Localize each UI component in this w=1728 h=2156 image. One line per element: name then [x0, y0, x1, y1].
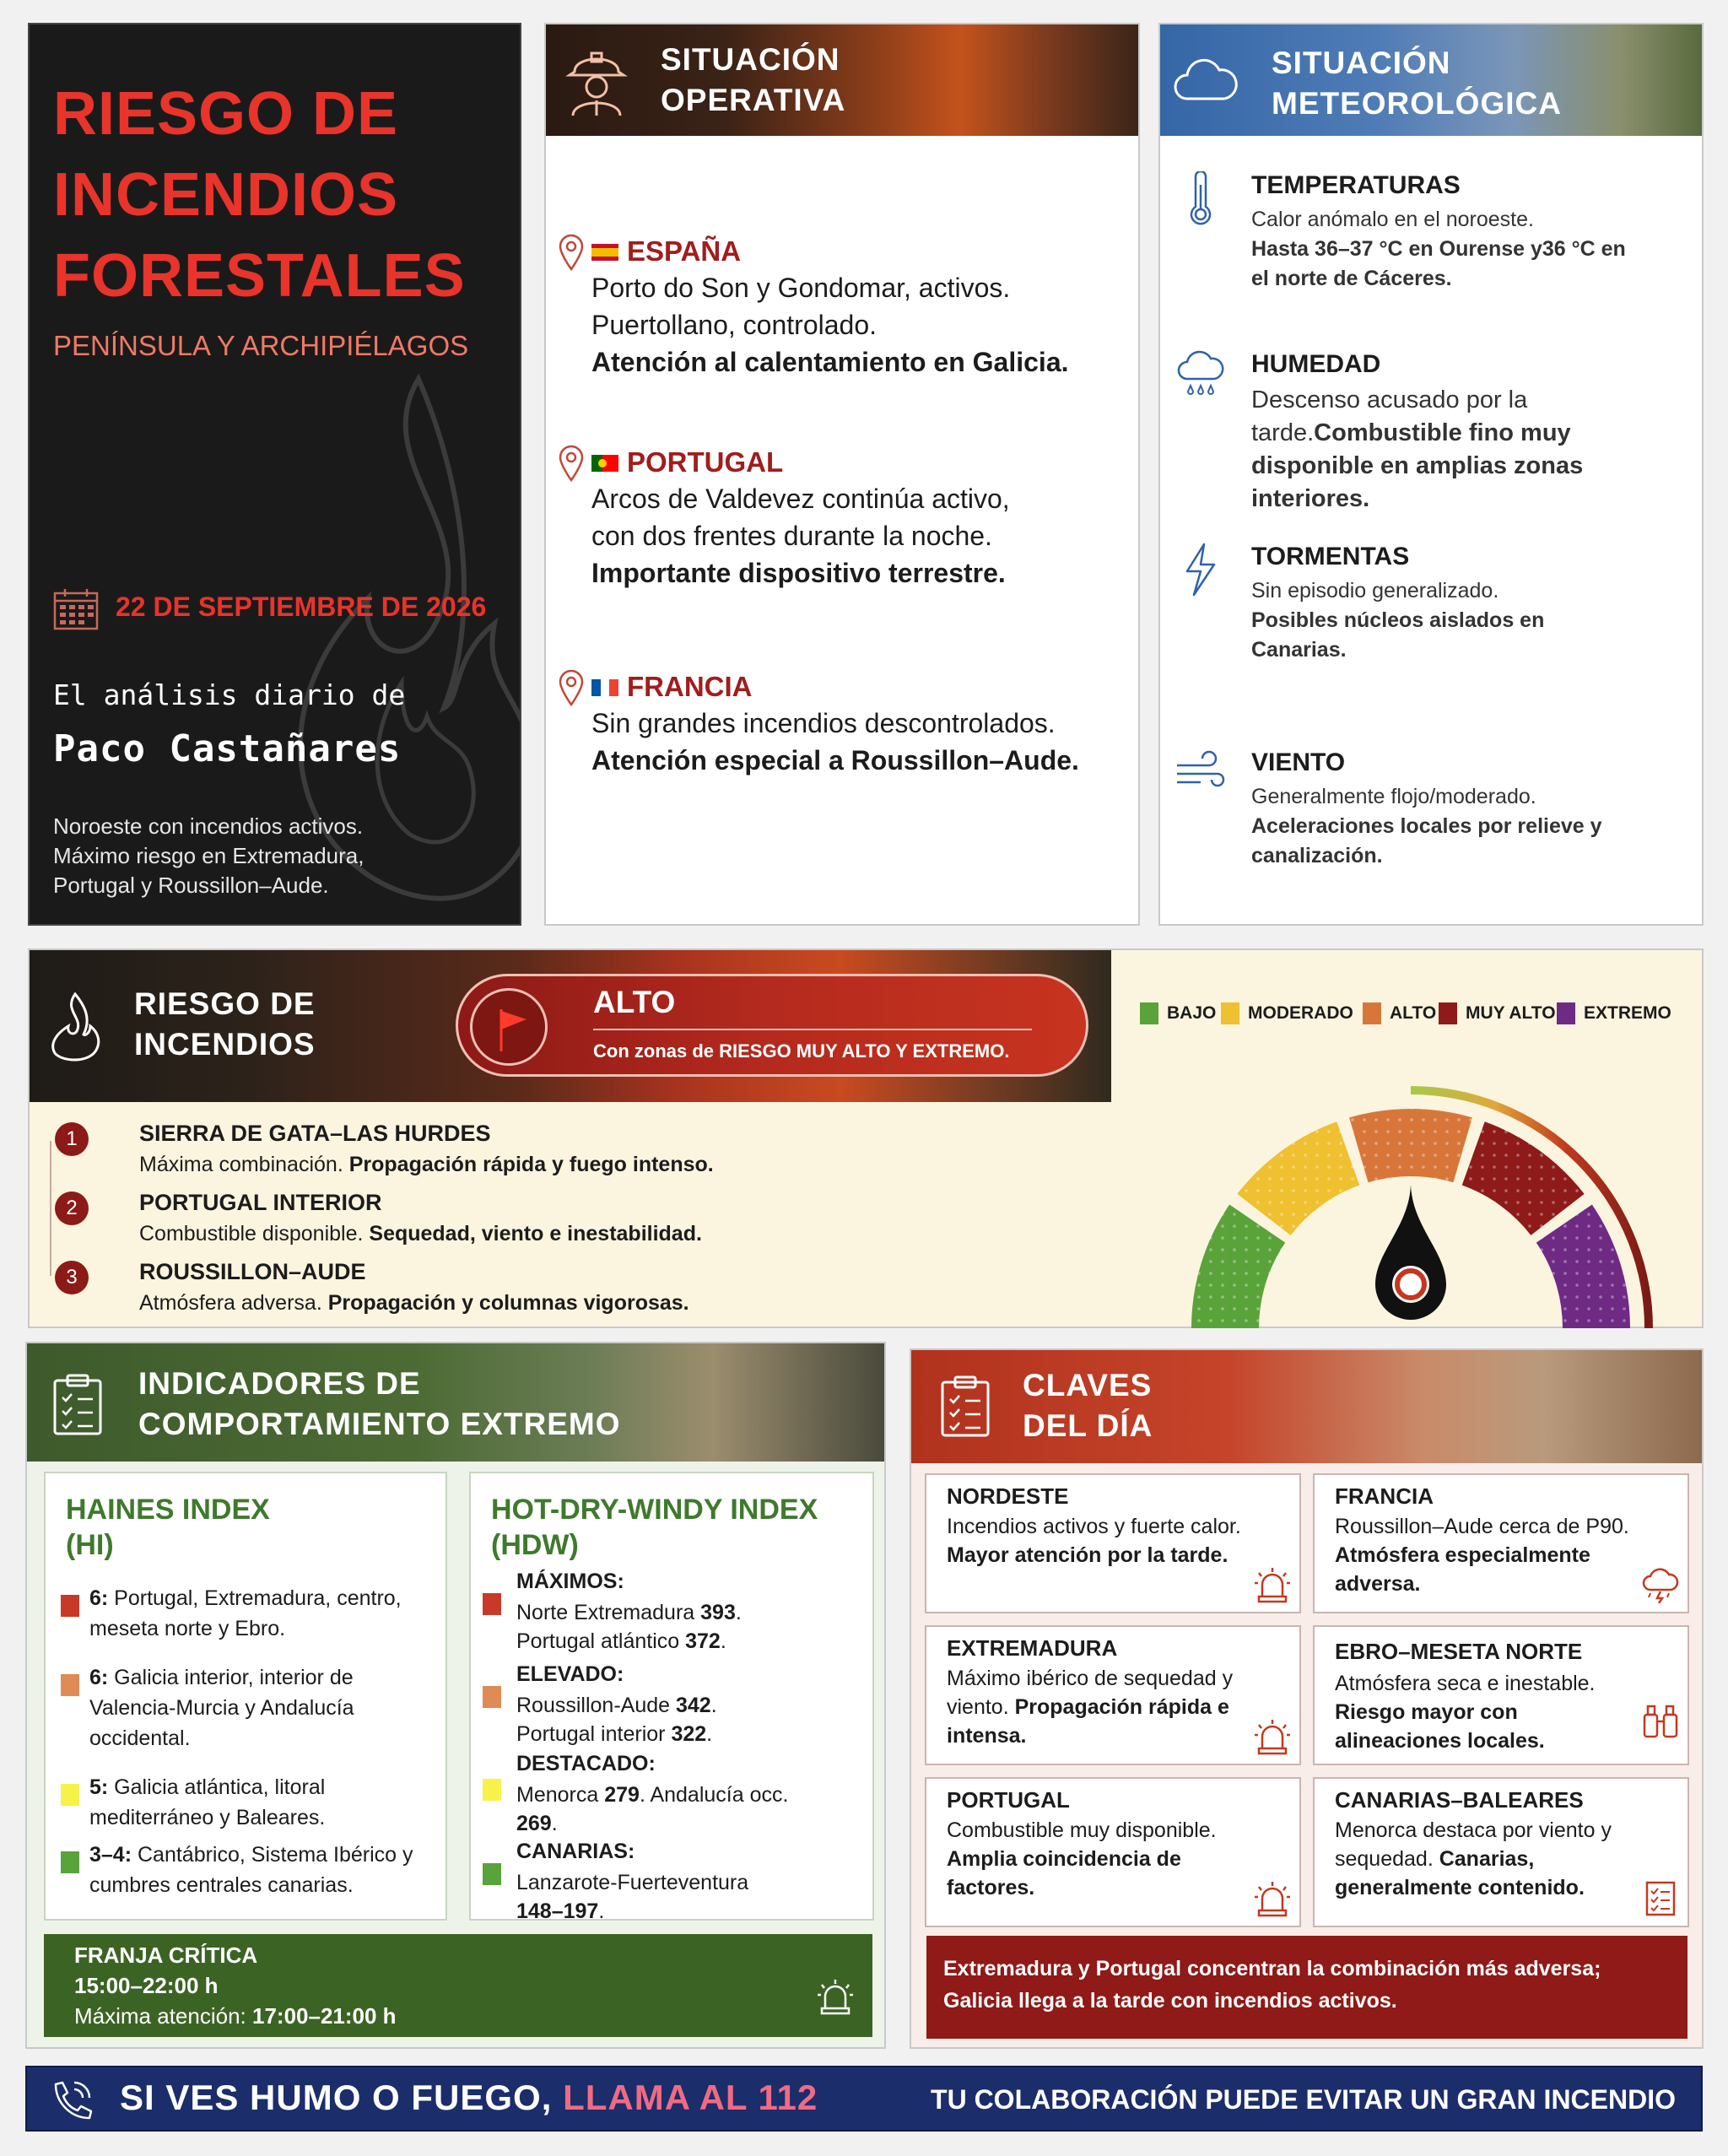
flame-icon [46, 992, 102, 1062]
meteo-item-title: TORMENTAS [1251, 543, 1410, 570]
level-swatch [61, 1595, 79, 1617]
hdw-group-label: DESTACADO: [516, 1752, 656, 1775]
portugal-flag-icon [591, 455, 618, 472]
level-swatch [61, 1784, 79, 1806]
claves-del-dia-card [910, 1348, 1704, 2049]
claves-summary: Extremadura y Portugal concentran la combinación más adversa; Galicia llega a la tarde con incendios activos. [926, 1936, 1688, 2039]
level-swatch [61, 1674, 79, 1696]
clave-text: Combustible muy disponible. Amplia coincidencia de factores. [947, 1818, 1217, 1899]
haines-title: HAINES INDEX (HI) [66, 1494, 270, 1561]
clave-title: EBRO–MESETA NORTE [1335, 1639, 1583, 1664]
summary-line: Portugal y Roussillon–Aude. [53, 873, 329, 898]
level-swatch [483, 1779, 501, 1801]
emergency-footer [25, 2066, 1703, 2132]
meteo-header [1160, 24, 1702, 136]
clipboard-checklist-icon [940, 1375, 991, 1438]
franja-critica-box [44, 1934, 872, 2037]
situacion-meteorologica-card [1158, 23, 1704, 926]
risk-level-description: Con zonas de RIESGO MUY ALTO Y EXTREMO. [593, 1040, 1010, 1062]
wind-icon [1175, 748, 1226, 802]
summary-line: Noroeste con incendios activos. [53, 813, 364, 839]
hdw-group-values: Roussillon-Aude 342. Portugal interior 322. [516, 1694, 717, 1746]
clipboard-checklist-icon [52, 1374, 103, 1436]
humidity-icon [1175, 350, 1226, 404]
clave-card [1313, 1625, 1689, 1765]
franja-hours: 15:00–22:00 h [74, 1973, 219, 1998]
siren-icon [1254, 1718, 1291, 1755]
meteo-item-title: HUMEDAD [1251, 350, 1381, 378]
analysis-intro: El análisis diario de [53, 678, 406, 711]
franja-title: FRANJA CRÍTICA [74, 1943, 258, 1968]
country-details: Porto do Son y Gondomar, activos. Puertollano, controlado. Atención al calentamiento en Galicia. [591, 273, 1069, 377]
divider [593, 1029, 1032, 1030]
meteo-item-text: Generalmente flojo/moderado. Aceleraciones locales por relieve y canalización. [1251, 785, 1602, 867]
checklist-icon [1642, 1880, 1679, 1917]
rank-number: 1 [55, 1122, 89, 1156]
clave-text: Incendios activos y fuerte calor. Mayor atención por la tarde. [947, 1515, 1241, 1567]
level-swatch [483, 1593, 501, 1615]
clave-title: CANARIAS–BALEARES [1335, 1787, 1584, 1813]
legend-item: MODERADO [1221, 1001, 1353, 1026]
operativa-title: SITUACIÓN OPERATIVA [661, 42, 846, 117]
collaboration-message: TU COLABORACIÓN PUEDE EVITAR UN GRAN INCENDIO [931, 2084, 1676, 2115]
hdw-index-card [469, 1472, 874, 1921]
spain-flag-icon [591, 244, 618, 261]
clave-card [925, 1473, 1301, 1613]
legend-item: ALTO [1363, 1001, 1436, 1026]
call-to-action: SI VES HUMO O FUEGO, LLAMA AL 112 [120, 2078, 818, 2117]
phone-icon [49, 2079, 94, 2121]
meteo-item-title: TEMPERATURAS [1251, 171, 1461, 199]
gauge-segment-texture [1191, 1205, 1285, 1328]
subtitle: PENÍNSULA Y ARCHIPIÉLAGOS [53, 330, 469, 361]
author-name: Paco Castañares [53, 727, 402, 770]
legend-swatch [1221, 1002, 1239, 1024]
clave-text: Máximo ibérico de sequedad y viento. Propagación rápida e intensa. [947, 1667, 1234, 1748]
hdw-group-values: Menorca 279. Andalucía occ. 269. [516, 1783, 789, 1835]
clave-text: Menorca destaca por viento y sequedad. Canarias, generalmente contenido. [1335, 1818, 1612, 1899]
clave-title: EXTREMADURA [947, 1635, 1118, 1661]
summary-line: Máximo riesgo en Extremadura, [53, 843, 364, 868]
binoculars-icon [1642, 1703, 1679, 1740]
legend-swatch [1140, 1002, 1158, 1024]
rank-number: 3 [55, 1261, 89, 1294]
country-details: Sin grandes incendios descontrolados. Atención especial a Roussillon–Aude. [591, 708, 1079, 775]
zone-text: Atmósfera adversa. Propagación y columnas vigorosas. [139, 1291, 689, 1315]
gauge-needle-drop [1375, 1185, 1446, 1320]
location-pin-icon [558, 234, 585, 271]
flag-marker-icon [470, 988, 548, 1066]
meteo-item-text: Descenso acusado por la tarde.Combustible fino muy disponible en amplias zonas interiores. [1251, 386, 1584, 512]
report-date: 22 DE SEPTIEMBRE DE 2026 [116, 592, 487, 622]
riesgo-header [30, 950, 1111, 1102]
location-pin-icon [558, 445, 585, 482]
legend-swatch [1363, 1002, 1381, 1024]
meteo-title: SITUACIÓN METEOROLÓGICA [1272, 46, 1562, 121]
level-swatch [61, 1851, 79, 1873]
haines-index-card: HAINES INDEX (HI) 6: Portugal, Extremadura, centro, meseta norte y Ebro. 6: Galicia interior, interior de Valencia-Murcia y Andalucía occidental. 5: Galicia atlántica, litoral mediterráneo y Baleares. 3–4: Cantábrico, Sistema Ibérico y cumbres centrales canarias. [44, 1472, 447, 1921]
zone-title: PORTUGAL INTERIOR [139, 1190, 382, 1215]
riesgo-title: RIESGO DE INCENDIOS [134, 986, 316, 1062]
title-panel [28, 23, 521, 926]
zone-text: Combustible disponible. Sequedad, viento e inestabilidad. [139, 1222, 702, 1246]
clave-card [925, 1625, 1301, 1765]
gauge-segment-texture [1536, 1205, 1630, 1328]
risk-level-pill [456, 974, 1088, 1077]
legend-item: BAJO [1140, 1001, 1216, 1026]
rank-number: 2 [55, 1191, 89, 1225]
legend-swatch [1557, 1002, 1575, 1024]
clave-card [925, 1777, 1301, 1927]
hdw-group-label: ELEVADO: [516, 1662, 624, 1686]
storm-cloud-icon [1642, 1566, 1679, 1603]
country-details: Arcos de Valdevez continúa activo, con dos frentes durante la noche. Importante dispositivo terrestre. [591, 484, 1010, 588]
country-name: FRANCIA [627, 671, 753, 702]
zone-title: ROUSSILLON–AUDE [139, 1259, 366, 1284]
clave-card [1313, 1777, 1689, 1927]
thermometer-icon [1175, 171, 1226, 225]
legend-item: MUY ALTO [1439, 1001, 1556, 1026]
hdw-group-values: Norte Extremadura 393. Portugal atlántico 372. [516, 1601, 742, 1653]
level-swatch [483, 1863, 501, 1885]
meteo-item-title: VIENTO [1251, 748, 1346, 776]
gauge-segment-texture [1462, 1121, 1585, 1235]
calendar-icon [53, 588, 99, 630]
clave-card [1313, 1473, 1689, 1613]
location-pin-icon [558, 669, 585, 706]
clave-title: NORDESTE [947, 1483, 1069, 1509]
situacion-operativa-card [544, 23, 1140, 926]
indicadores-title: INDICADORES DE COMPORTAMIENTO EXTREMO [138, 1366, 621, 1441]
clave-text: Roussillon–Aude cerca de P90. Atmósfera especialmente adversa. [1335, 1515, 1629, 1596]
claves-header [911, 1350, 1702, 1463]
firefighter-icon [563, 43, 630, 117]
risk-level-label: ALTO [593, 985, 676, 1019]
clave-title: PORTUGAL [947, 1787, 1070, 1813]
meteo-item-text: Calor anómalo en el noroeste. Hasta 36–37 °C en Ourense y36 °C en el norte de Cáceres. [1251, 208, 1626, 290]
rank-connector [50, 1141, 51, 1276]
main-title: RIESGO DE INCENDIOS FORESTALES [53, 80, 466, 310]
lightning-icon [1175, 543, 1226, 597]
siren-icon [1254, 1566, 1291, 1603]
siren-icon [1254, 1880, 1291, 1917]
meteo-item-text: Sin episodio generalizado. Posibles núcleos aislados en Canarias. [1251, 579, 1545, 662]
clave-title: FRANCIA [1335, 1483, 1434, 1509]
operativa-header [546, 24, 1138, 136]
level-swatch [483, 1686, 501, 1708]
hdw-group-values: Lanzarote-Fuerteventura 148–197. [516, 1871, 749, 1923]
gauge-segment-texture [1237, 1121, 1359, 1235]
siren-icon [817, 1978, 854, 2015]
franja-attention: Máxima atención: 17:00–21:00 h [74, 2003, 397, 2029]
country-name: PORTUGAL [627, 446, 784, 478]
legend-item: EXTREMO [1557, 1001, 1671, 1026]
indicadores-card [25, 1342, 886, 2049]
indicadores-header [27, 1343, 884, 1462]
hdw-group-label: MÁXIMOS: [516, 1570, 624, 1593]
legend-swatch [1439, 1002, 1457, 1024]
hdw-group-label: CANARIAS: [516, 1840, 635, 1863]
france-flag-icon [591, 679, 618, 696]
clave-text: Atmósfera seca e inestable. Riesgo mayor con alineaciones locales. [1335, 1672, 1596, 1753]
gauge-segment-texture [1349, 1109, 1472, 1182]
hdw-title: HOT-DRY-WINDY INDEX (HDW) [491, 1494, 818, 1561]
country-name: ESPAÑA [627, 235, 742, 267]
zone-text: Máxima combinación. Propagación rápida y fuego intenso. [139, 1153, 714, 1176]
zone-title: SIERRA DE GATA–LAS HURDES [139, 1121, 491, 1146]
cloud-icon [1172, 58, 1239, 102]
claves-title: CLAVES DEL DÍA [1023, 1368, 1153, 1443]
emergency-number[interactable]: LLAMA AL 112 [563, 2078, 818, 2117]
risk-gauge [1181, 1067, 1671, 1328]
